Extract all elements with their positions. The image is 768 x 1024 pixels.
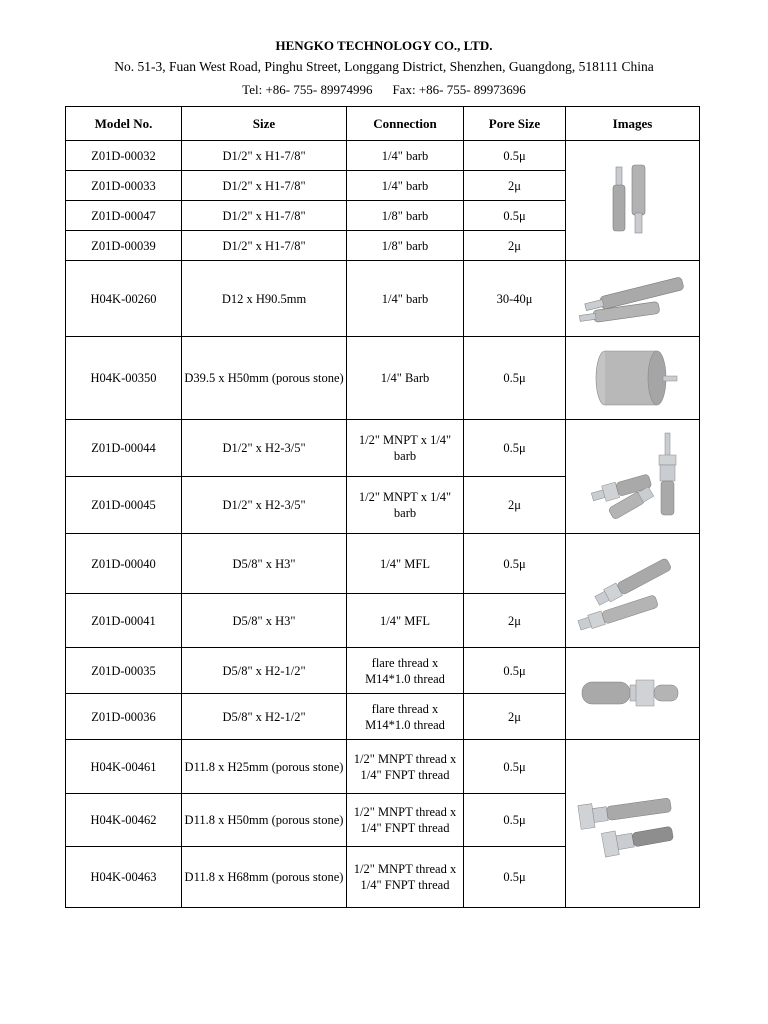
company-address: No. 51-3, Fuan West Road, Pinghu Street, Longgang District, Shenzhen, Guangdong, 518111 China xyxy=(114,59,654,74)
product-image-cell xyxy=(566,740,700,908)
model-cell: Z01D-00047 xyxy=(66,201,182,231)
connection-cell: 1/2" MNPT thread x 1/4" FNPT thread xyxy=(347,847,464,908)
connection-cell: flare thread x M14*1.0 thread xyxy=(347,648,464,694)
table-row xyxy=(66,141,700,171)
pore-cell: 2μ xyxy=(464,477,566,534)
size-cell: D11.8 x H50mm (porous stone) xyxy=(182,794,347,847)
pore-cell: 0.5μ xyxy=(464,337,566,420)
long-sintered-stone-barb-icon xyxy=(573,269,693,329)
col-header-pore-size: Pore Size xyxy=(464,107,566,141)
pore-cell: 0.5μ xyxy=(464,794,566,847)
sintered-stone-barb-pair-icon xyxy=(598,161,668,241)
phone-number: Tel: +86- 755- 89974996 xyxy=(242,82,373,97)
size-cell: D5/8" x H3" xyxy=(182,594,347,648)
connection-cell: 1/4" Barb xyxy=(347,337,464,420)
model-cell: Z01D-00040 xyxy=(66,534,182,594)
size-cell: D1/2" x H1-7/8" xyxy=(182,231,347,261)
model-cell: H04K-00463 xyxy=(66,847,182,908)
company-name: HENGKO TECHNOLOGY CO., LTD. xyxy=(275,38,493,53)
pore-cell: 0.5μ xyxy=(464,201,566,231)
pore-cell: 30-40μ xyxy=(464,261,566,337)
connection-cell: 1/4" barb xyxy=(347,261,464,337)
product-image-cell xyxy=(566,141,700,261)
model-cell: H04K-00461 xyxy=(66,740,182,794)
product-image-cell xyxy=(566,648,700,740)
model-cell: Z01D-00036 xyxy=(66,694,182,740)
product-spec-table xyxy=(65,106,700,908)
product-image-cell xyxy=(566,261,700,337)
size-cell: D1/2" x H1-7/8" xyxy=(182,201,347,231)
mnpt-sparger-pair-icon xyxy=(573,429,693,525)
model-cell: Z01D-00033 xyxy=(66,171,182,201)
col-header-size: Size xyxy=(182,107,347,141)
model-cell: Z01D-00044 xyxy=(66,420,182,477)
connection-cell: 1/4" MFL xyxy=(347,594,464,648)
connection-cell: 1/4" barb xyxy=(347,171,464,201)
model-cell: H04K-00462 xyxy=(66,794,182,847)
model-cell: H04K-00260 xyxy=(66,261,182,337)
size-cell: D1/2" x H1-7/8" xyxy=(182,141,347,171)
size-cell: D11.8 x H68mm (porous stone) xyxy=(182,847,347,908)
connection-cell: flare thread x M14*1.0 thread xyxy=(347,694,464,740)
pore-cell: 2μ xyxy=(464,694,566,740)
table-row xyxy=(66,534,700,594)
table-row xyxy=(66,337,700,420)
table-row xyxy=(66,420,700,477)
mfl-sparger-pair-icon xyxy=(573,543,693,639)
table-row xyxy=(66,648,700,694)
size-cell: D5/8" x H2-1/2" xyxy=(182,648,347,694)
product-image-cell xyxy=(566,420,700,534)
model-cell: H04K-00350 xyxy=(66,337,182,420)
connection-cell: 1/8" barb xyxy=(347,201,464,231)
pore-cell: 2μ xyxy=(464,231,566,261)
table-header-row xyxy=(66,107,700,141)
flare-thread-sparger-icon xyxy=(578,666,688,722)
size-cell: D12 x H90.5mm xyxy=(182,261,347,337)
connection-cell: 1/4" MFL xyxy=(347,534,464,594)
pore-cell: 0.5μ xyxy=(464,534,566,594)
col-header-model: Model No. xyxy=(66,107,182,141)
connection-cell: 1/2" MNPT thread x 1/4" FNPT thread xyxy=(347,794,464,847)
model-cell: Z01D-00035 xyxy=(66,648,182,694)
product-image-cell xyxy=(566,534,700,648)
model-cell: Z01D-00032 xyxy=(66,141,182,171)
connection-cell: 1/4" barb xyxy=(347,141,464,171)
model-cell: Z01D-00045 xyxy=(66,477,182,534)
cylinder-porous-stone-icon xyxy=(583,343,683,413)
pore-cell: 2μ xyxy=(464,594,566,648)
size-cell: D1/2" x H2-3/5" xyxy=(182,420,347,477)
col-header-images: Images xyxy=(566,107,700,141)
size-cell: D5/8" x H3" xyxy=(182,534,347,594)
pore-cell: 0.5μ xyxy=(464,648,566,694)
pore-cell: 2μ xyxy=(464,171,566,201)
fax-number: Fax: +86- 755- 89973696 xyxy=(392,82,526,97)
size-cell: D5/8" x H2-1/2" xyxy=(182,694,347,740)
connection-cell: 1/8" barb xyxy=(347,231,464,261)
size-cell: D11.8 x H25mm (porous stone) xyxy=(182,740,347,794)
connection-cell: 1/2" MNPT x 1/4" barb xyxy=(347,420,464,477)
size-cell: D1/2" x H2-3/5" xyxy=(182,477,347,534)
size-cell: D1/2" x H1-7/8" xyxy=(182,171,347,201)
threaded-porous-stone-pair-icon xyxy=(573,784,693,864)
table-row xyxy=(66,261,700,337)
pore-cell: 0.5μ xyxy=(464,847,566,908)
table-row xyxy=(66,740,700,794)
col-header-connection: Connection xyxy=(347,107,464,141)
pore-cell: 0.5μ xyxy=(464,141,566,171)
pore-cell: 0.5μ xyxy=(464,420,566,477)
connection-cell: 1/2" MNPT x 1/4" barb xyxy=(347,477,464,534)
size-cell: D39.5 x H50mm (porous stone) xyxy=(182,337,347,420)
model-cell: Z01D-00039 xyxy=(66,231,182,261)
model-cell: Z01D-00041 xyxy=(66,594,182,648)
contact-line xyxy=(0,82,768,98)
pore-cell: 0.5μ xyxy=(464,740,566,794)
connection-cell: 1/2" MNPT thread x 1/4" FNPT thread xyxy=(347,740,464,794)
product-image-cell xyxy=(566,337,700,420)
